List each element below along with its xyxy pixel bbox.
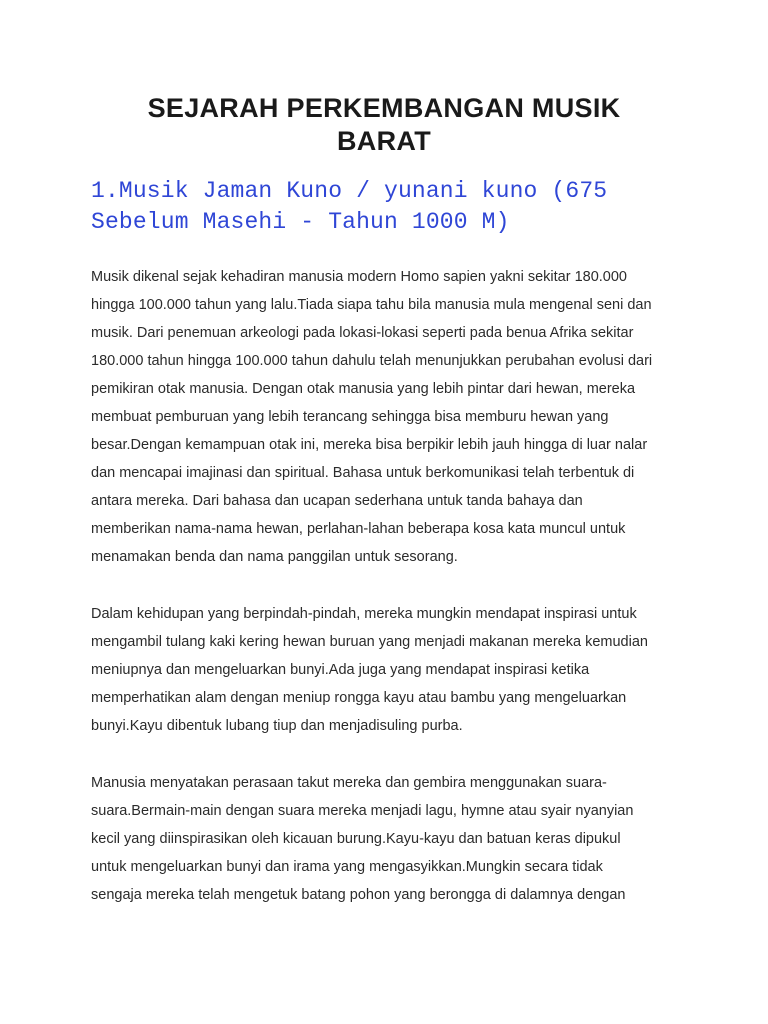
document-title <box>110 92 658 158</box>
paragraph-line: memperhatikan alam dengan meniup rongga kayu atau bambu yang mengeluarkan <box>91 690 627 706</box>
paragraph-line: mengambil tulang kaki kering hewan buruan yang menjadi makanan mereka kemudian <box>91 634 648 650</box>
body-paragraph-1 <box>91 263 691 571</box>
paragraph-line: antara mereka. Dari bahasa dan ucapan sederhana untuk tanda bahaya dan <box>91 493 583 509</box>
body-paragraph-2 <box>91 600 691 740</box>
document-title-line: SEJARAH PERKEMBANGAN MUSIK <box>147 93 621 123</box>
paragraph-line: musik. Dari penemuan arkeologi pada lokasi-lokasi seperti pada benua Afrika sekitar <box>91 325 634 341</box>
paragraph-line: hingga 100.000 tahun yang lalu.Tiada siapa tahu bila manusia mula mengenal seni dan <box>91 297 652 313</box>
section-heading <box>91 176 691 238</box>
paragraph-line: membuat pemburuan yang lebih terancang sehingga bisa memburu hewan yang <box>91 409 609 425</box>
paragraph-line: sengaja mereka telah mengetuk batang pohon yang berongga di dalamnya dengan <box>91 887 626 903</box>
paragraph-line: kecil yang diinspirasikan oleh kicauan burung.Kayu-kayu dan batuan keras dipukul <box>91 831 621 847</box>
paragraph-line: menamakan benda dan nama panggilan untuk sesorang. <box>91 549 458 565</box>
paragraph-line: meniupnya dan mengeluarkan bunyi.Ada juga yang mendapat inspirasi ketika <box>91 662 590 678</box>
paragraph-line: bunyi.Kayu dibentuk lubang tiup dan menjadisuling purba. <box>91 718 463 734</box>
paragraph-line: Dalam kehidupan yang berpindah-pindah, mereka mungkin mendapat inspirasi untuk <box>91 606 637 622</box>
paragraph-line: memberikan nama-nama hewan, perlahan-lahan beberapa kosa kata muncul untuk <box>91 521 626 537</box>
paragraph-line: pemikiran otak manusia. Dengan otak manusia yang lebih pintar dari hewan, mereka <box>91 381 636 397</box>
section-heading-line: Sebelum Masehi - Tahun 1000 M) <box>91 209 510 235</box>
paragraph-line: 180.000 tahun hingga 100.000 tahun dahulu telah menunjukkan perubahan evolusi dari <box>91 353 653 369</box>
paragraph-line: untuk mengeluarkan bunyi dan irama yang mengasyikkan.Mungkin secara tidak <box>91 859 603 875</box>
section-heading-line: 1.Musik Jaman Kuno / yunani kuno (675 <box>91 178 608 204</box>
paragraph-line: dan mencapai imajinasi dan spiritual. Bahasa untuk berkomunikasi telah terbentuk di <box>91 465 635 481</box>
paragraph-line: Musik dikenal sejak kehadiran manusia modern Homo sapien yakni sekitar 180.000 <box>91 269 627 285</box>
paragraph-line: besar.Dengan kemampuan otak ini, mereka bisa berpikir lebih jauh hingga di luar nalar <box>91 437 648 453</box>
paragraph-line: suara.Bermain-main dengan suara mereka menjadi lagu, hymne atau syair nyanyian <box>91 803 634 819</box>
paragraph-line: Manusia menyatakan perasaan takut mereka dan gembira menggunakan suara- <box>91 775 607 791</box>
document-title-line: BARAT <box>337 126 431 156</box>
body-paragraph-3 <box>91 769 691 909</box>
